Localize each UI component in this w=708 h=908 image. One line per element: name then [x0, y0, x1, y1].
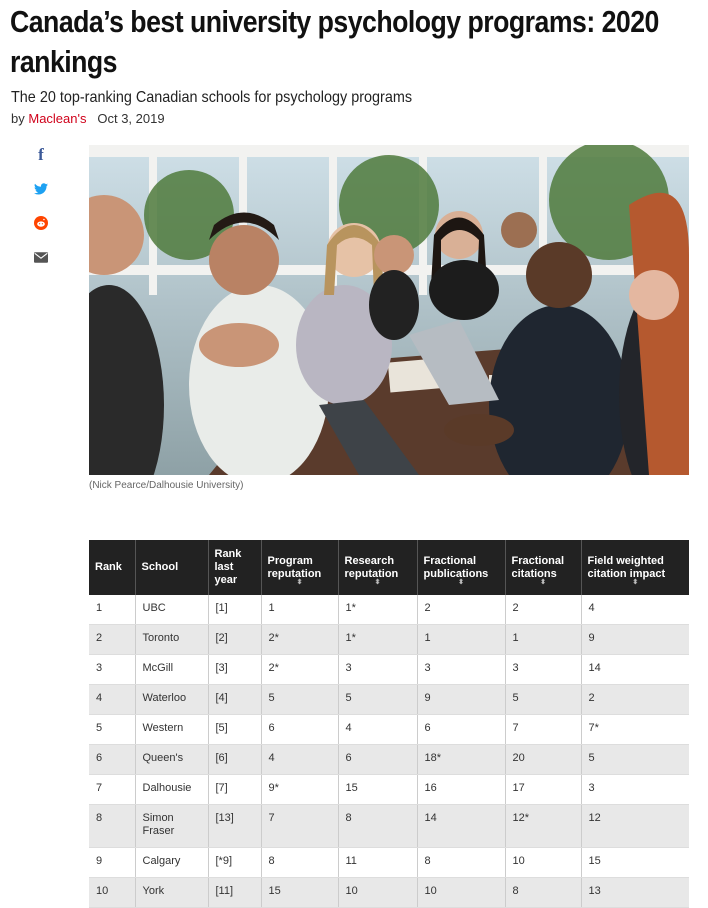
table-cell: 8	[89, 805, 135, 848]
table-cell: Calgary	[135, 848, 208, 878]
table-cell: 4	[581, 595, 689, 625]
table-cell: [13]	[208, 805, 261, 848]
table-cell: 3	[417, 655, 505, 685]
rankings-table	[89, 540, 689, 908]
table-cell: 1*	[338, 595, 417, 625]
table-cell: 1*	[338, 625, 417, 655]
table-cell: [3]	[208, 655, 261, 685]
table-cell: 18*	[417, 745, 505, 775]
table-cell: 2	[581, 685, 689, 715]
table-cell: 11	[338, 848, 417, 878]
byline	[11, 111, 165, 127]
table-cell: 2*	[261, 655, 338, 685]
facebook-share-button[interactable]	[30, 144, 52, 166]
table-row	[89, 685, 689, 715]
table-cell: 3	[89, 655, 135, 685]
table-cell: 7*	[581, 715, 689, 745]
table-cell: Toronto	[135, 625, 208, 655]
table-cell: 15	[338, 775, 417, 805]
header-fractional-publications[interactable]: Fractional publications ⬍	[417, 540, 505, 595]
table-cell: 2*	[261, 625, 338, 655]
table-row	[89, 655, 689, 685]
table-cell: 8	[505, 878, 581, 908]
table-cell: 15	[581, 848, 689, 878]
table-cell: 5	[505, 685, 581, 715]
table-cell: [1]	[208, 595, 261, 625]
table-cell: 14	[581, 655, 689, 685]
table-cell: 2	[505, 595, 581, 625]
article-subtitle: The 20 top-ranking Canadian schools for psychology programs	[11, 89, 413, 106]
table-cell: 16	[417, 775, 505, 805]
sort-icon: ⬍	[458, 579, 464, 586]
table-cell: McGill	[135, 655, 208, 685]
table-cell: 13	[581, 878, 689, 908]
table-cell: 4	[261, 745, 338, 775]
table-cell: 9	[89, 848, 135, 878]
email-icon	[34, 252, 48, 263]
table-cell: 8	[261, 848, 338, 878]
header-program-reputation[interactable]: Program reputation ⬍	[261, 540, 338, 595]
table-cell: 20	[505, 745, 581, 775]
table-row	[89, 715, 689, 745]
table-cell: 6	[261, 715, 338, 745]
sort-icon: ⬍	[632, 579, 639, 586]
table-row	[89, 878, 689, 908]
header-rank-last-year[interactable]: Rank last year	[208, 540, 261, 595]
table-cell: 1	[89, 595, 135, 625]
table-cell: [2]	[208, 625, 261, 655]
table-cell: 7	[505, 715, 581, 745]
table-cell: Dalhousie	[135, 775, 208, 805]
facebook-icon: f	[38, 145, 44, 164]
table-cell: 7	[89, 775, 135, 805]
table-cell: 3	[581, 775, 689, 805]
table-cell: York	[135, 878, 208, 908]
table-cell: 12*	[505, 805, 581, 848]
table-cell: 15	[261, 878, 338, 908]
sort-icon: ⬍	[540, 579, 546, 586]
table-cell: 1	[417, 625, 505, 655]
table-row	[89, 595, 689, 625]
header-school[interactable]: School	[135, 540, 208, 595]
article-photo	[89, 145, 689, 475]
table-cell: Simon Fraser	[135, 805, 208, 848]
table-row	[89, 848, 689, 878]
sort-icon: ⬍	[296, 579, 303, 586]
table-cell: [4]	[208, 685, 261, 715]
twitter-share-button[interactable]	[30, 178, 52, 200]
table-cell: Western	[135, 715, 208, 745]
twitter-icon	[34, 183, 48, 195]
table-cell: 6	[89, 745, 135, 775]
table-cell: 8	[417, 848, 505, 878]
sort-icon: ⬍	[374, 579, 381, 586]
table-row	[89, 625, 689, 655]
table-cell: 4	[338, 715, 417, 745]
table-cell: Queen's	[135, 745, 208, 775]
table-cell: [*9]	[208, 848, 261, 878]
header-field-weighted-citation-impact[interactable]: Field weighted citation impact ⬍	[581, 540, 689, 595]
table-cell: 17	[505, 775, 581, 805]
table-cell: 7	[261, 805, 338, 848]
table-cell: 10	[338, 878, 417, 908]
email-share-button[interactable]	[30, 246, 52, 268]
header-rank[interactable]: Rank	[89, 540, 135, 595]
table-cell: 2	[417, 595, 505, 625]
table-cell: 10	[89, 878, 135, 908]
table-cell: 4	[89, 685, 135, 715]
table-cell: [11]	[208, 878, 261, 908]
header-research-reputation[interactable]: Research reputation ⬍	[338, 540, 417, 595]
table-row	[89, 775, 689, 805]
table-cell: 8	[338, 805, 417, 848]
table-cell: [5]	[208, 715, 261, 745]
table-cell: 10	[505, 848, 581, 878]
author-link[interactable]: Maclean's	[28, 111, 87, 126]
photo-caption: (Nick Pearce/Dalhousie University)	[89, 480, 244, 491]
table-cell: 10	[417, 878, 505, 908]
reddit-icon	[34, 216, 48, 230]
table-header-row	[89, 540, 689, 595]
table-cell: 14	[417, 805, 505, 848]
table-cell: 5	[581, 745, 689, 775]
table-cell: 3	[505, 655, 581, 685]
header-fractional-citations[interactable]: Fractional citations ⬍	[505, 540, 581, 595]
table-cell: 5	[89, 715, 135, 745]
table-cell: 2	[89, 625, 135, 655]
table-cell: 5	[261, 685, 338, 715]
table-cell: 6	[338, 745, 417, 775]
table-cell: 9	[417, 685, 505, 715]
reddit-share-button[interactable]	[30, 212, 52, 234]
article-title: Canada’s best university psychology programs: 2020 rankings	[10, 4, 659, 79]
publish-date: Oct 3, 2019	[97, 111, 165, 126]
table-cell: 5	[338, 685, 417, 715]
table-cell: 1	[261, 595, 338, 625]
table-cell: UBC	[135, 595, 208, 625]
table-cell: Waterloo	[135, 685, 208, 715]
table-cell: 12	[581, 805, 689, 848]
table-cell: [7]	[208, 775, 261, 805]
table-row	[89, 805, 689, 848]
table-cell: [6]	[208, 745, 261, 775]
table-cell: 3	[338, 655, 417, 685]
table-row	[89, 745, 689, 775]
table-cell: 9*	[261, 775, 338, 805]
table-cell: 1	[505, 625, 581, 655]
table-cell: 9	[581, 625, 689, 655]
byline-prefix: by	[11, 111, 25, 126]
table-cell: 6	[417, 715, 505, 745]
